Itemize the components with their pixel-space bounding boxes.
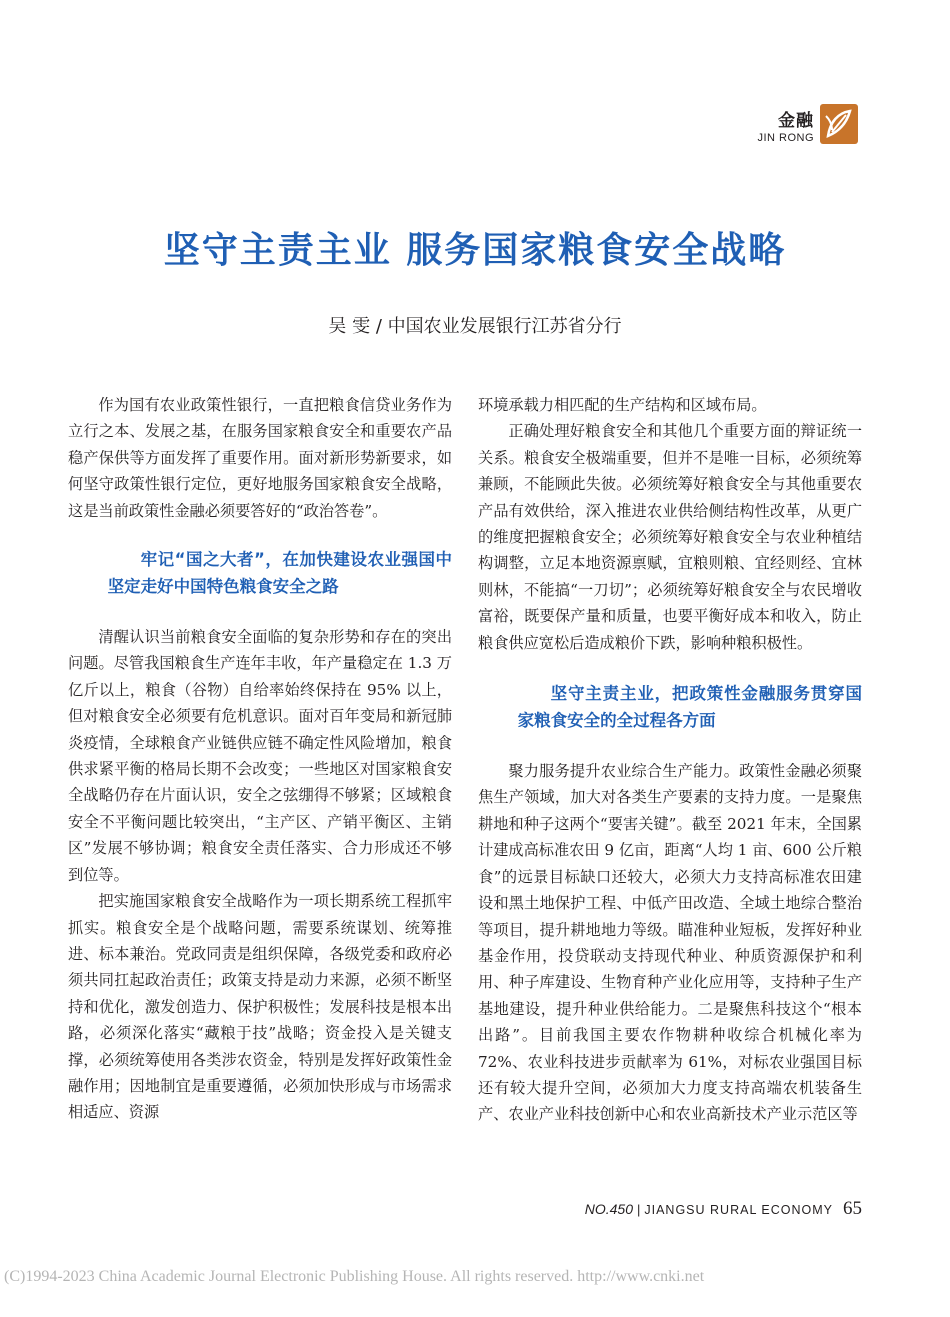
magazine-logo-icon [820,104,858,144]
right-column [478,392,862,1128]
issue-number: NO.450 [584,1201,633,1217]
paragraph: 聚力服务提升农业综合生产能力。政策性金融必须聚焦生产领域，加大对各类生产要素的支持力度。一是聚焦耕地和种子这两个“要害关键”。截至 2021 年末，全国累计建成高标准农田 9 亿亩，距离“人均 1 亩、600 公斤粮食”的远景目标缺口还较大，必须大力支持高标准农田建设和黑土地保护工程、中低产田改造、全域土地综合整治等项目，提升耕地地力等级。瞄准种业短板，发挥好种业基金作用，投贷联动支持现代种业、种质资源保护和利用、种子库建设、生物育种产业化应用等，支持种子生产基地建设，提升种业供给能力。二是聚焦科技这个“根本出路”。目前我国主要农作物耕种收综合机械化率为 72%、农业科技进步贡献率为 61%，对标农业强国目标还有较大提升空间，必须加大力度支持高端农机装备生产、农业产业科技创新中心和农业高新技术产业示范区等 [478,762,862,1124]
paragraph: 正确处理好粮食安全和其他几个重要方面的辩证统一关系。粮食安全极端重要，但并不是唯一目标，必须统筹兼顾，不能顾此失彼。必须统筹好粮食安全与其他重要农产品有效供给，深入推进农业供给侧结构性改革，从更广的维度把握粮食安全；必须统筹好粮食安全与农业种植结构调整，立足本地资源禀赋，宜粮则粮、宜经则经、宜林则林，不能搞“一刀切”；必须统筹好粮食安全与农民增收富裕，既要保产量和质量，也要平衡好成本和收入，防止粮食供应宽松后造成粮价下跌，影响种粮积极性。 [478,422,862,652]
section-heading: 牢记“国之大者”，在加快建设农业强国中坚定走好中国特色粮食安全之路 [107,550,452,597]
journal-name: JIANGSU RURAL ECONOMY [644,1203,833,1217]
article-author: 吴 雯 / 中国农业发展银行江苏省分行 [328,316,622,337]
copyright-notice: (C)1994-2023 China Academic Journal Electronic Publishing House. All rights reserved. http://www.cnki.net [4,1268,705,1285]
page-footer [585,1198,862,1220]
paragraph: 作为国有农业政策性银行，一直把粮食信贷业务作为立行之本、发展之基，在服务国家粮食安全和重要农产品稳产保供等方面发挥了重要作用。面对新形势新要求，如何坚守政策性银行定位，更好地服务国家粮食安全战略，这是当前政策性金融必须要答好的“政治答卷”。 [68,396,452,520]
page-number: 65 [843,1198,862,1219]
paragraph: 环境承载力相匹配的生产结构和区域布局。 [478,396,767,414]
article-title: 坚守主责主业 服务国家粮食安全战略 [163,230,787,271]
section-heading: 坚守主责主业，把政策性金融服务贯穿国家粮食安全的全过程各方面 [517,684,862,731]
section-name-en: JIN RONG [757,132,814,144]
paragraph: 把实施国家粮食安全战略作为一项长期系统工程抓牢抓实。粮食安全是个战略问题，需要系统谋划、统筹推进、标本兼治。党政同责是组织保障，各级党委和政府必须共同扛起政治责任；政策支持是动力来源，必须不断坚持和优化，激发创造力、保护积极性；发展科技是根本出路，必须深化落实“藏粮于技”战略；资金投入是关键支撑，必须统筹使用各类涉农资金，特别是发挥好政策性金融作用；因地制宜是重要遵循，必须加快形成与市场需求相适应、资源 [68,892,452,1122]
section-name: 金融 [778,111,814,131]
left-column [68,392,452,1126]
footer-separator: | [636,1202,641,1217]
paragraph: 清醒认识当前粮食安全面临的复杂形势和存在的突出问题。尽管我国粮食生产连年丰收，年产量稳定在 1.3 万亿斤以上，粮食（谷物）自给率始终保持在 95% 以上，但对粮食安全必须要有危机意识。面对百年变局和新冠肺炎疫情，全球粮食产业链供应链不确定性风险增加，粮食供求紧平衡的格局长期不会改变；一些地区对国家粮食安全战略仍存在片面认识，安全之弦绷得不够紧；区域粮食安全不平衡问题比较突出，“主产区、产销平衡区、主销区”发展不够协调；粮食安全责任落实、合力形成还不够到位等。 [68,628,452,884]
